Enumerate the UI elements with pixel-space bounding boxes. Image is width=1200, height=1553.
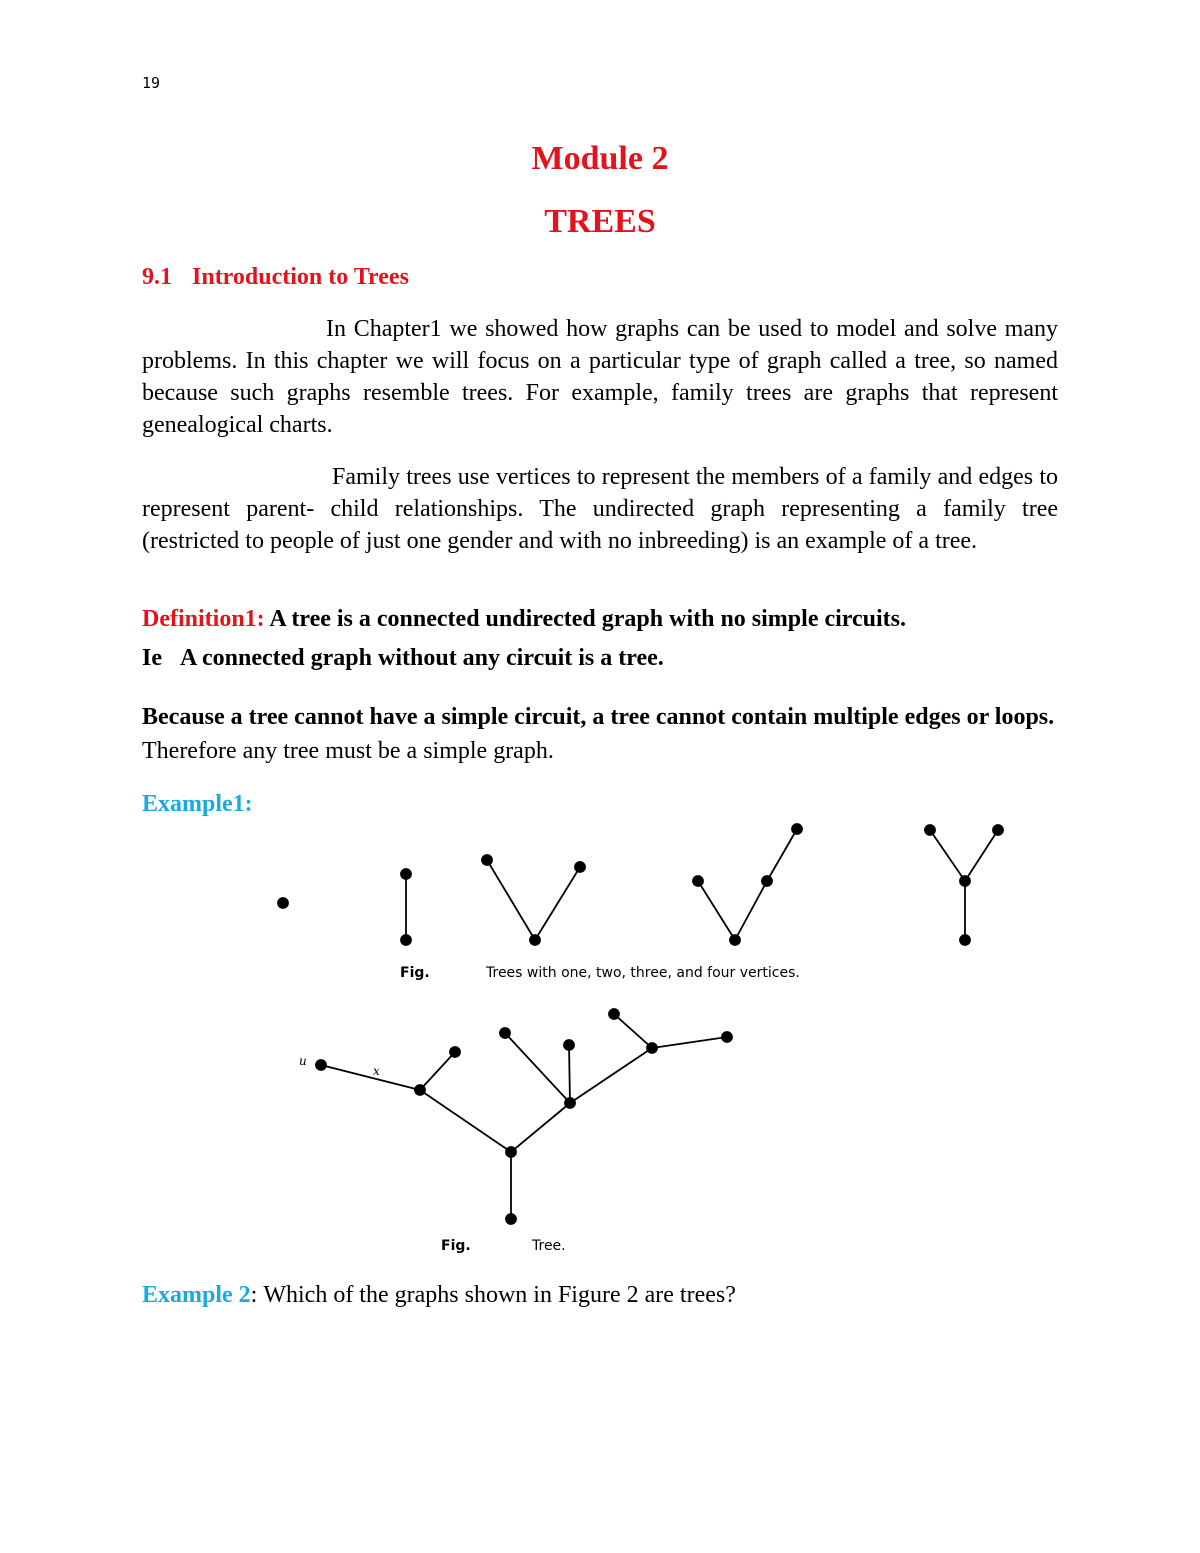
- definition-label: Definition1:: [142, 606, 265, 632]
- fig2-vertex: [500, 1028, 510, 1038]
- fig2-vertex: [564, 1040, 574, 1050]
- fig2-edge: [505, 1033, 570, 1103]
- fig1-tree3-edge: [535, 867, 580, 940]
- fig1-tree4a-vertex: [792, 824, 802, 834]
- fig2-edge: [614, 1014, 652, 1048]
- definition-text: A tree is a connected undirected graph with no simple circuits.: [269, 606, 907, 632]
- intro-paragraph: In Chapter1 we showed how graphs can be used to model and solve many problems. In this chapter we will focus on a particular type of graph called a tree, so named because such graphs resemble trees. For example, family trees are graphs that represent genealogical charts.: [142, 316, 1058, 438]
- fig1-tree4a-vertex: [693, 876, 703, 886]
- fig1-tree2-vertex: [401, 869, 411, 879]
- fig2-edge: [321, 1065, 420, 1090]
- fig1-tree4a-edge: [767, 829, 797, 881]
- fig1-caption: Trees with one, two, three, and four vertices.: [486, 965, 800, 981]
- because-normal-text: Therefore any tree must be a simple graph.: [142, 738, 554, 764]
- fig1-tree4b-vertex: [960, 935, 970, 945]
- fig2-label: Fig.: [441, 1238, 471, 1254]
- because-bold-text: Because a tree cannot have a simple circuit, a tree cannot contain multiple edges or loops.: [142, 704, 1055, 730]
- fig1-tree4b-vertex: [925, 825, 935, 835]
- fig1-tree4b-edge: [965, 830, 998, 881]
- fig1-tree3-vertex: [530, 935, 540, 945]
- fig2-caption: Tree.: [532, 1238, 566, 1254]
- fig2-vertex: [647, 1043, 657, 1053]
- fig2-vertex: [506, 1147, 516, 1157]
- example2-question: Which of the graphs shown in Figure 2 are trees?: [263, 1282, 736, 1308]
- figure1-trees: [278, 824, 1003, 945]
- fig2-vertex: [722, 1032, 732, 1042]
- fig1-tree2-vertex: [401, 935, 411, 945]
- fig1-tree4a-edge: [698, 881, 735, 940]
- fig2-edge: [420, 1090, 511, 1152]
- fig2-vertex: [609, 1009, 619, 1019]
- example2: [142, 1282, 736, 1309]
- fig2-vertex: [565, 1098, 575, 1108]
- fig2-edge: [652, 1037, 727, 1048]
- fig1-tree3-edge: [487, 860, 535, 940]
- chapter-title: TREES: [544, 203, 656, 240]
- page-number: 19: [142, 74, 161, 92]
- fig1-tree4a-vertex: [762, 876, 772, 886]
- fig2-edge: [420, 1052, 455, 1090]
- fig2-vertex: [415, 1085, 425, 1095]
- figure2-tree: [316, 1009, 732, 1224]
- family-tree-paragraph: Family trees use vertices to represent the members of a family and edges to represent parent- child relationships. The undirected graph representing a family tree (restricted to people of just one gender and with no inbreeding) is an example of a tree.: [142, 464, 1058, 554]
- fig1-tree4b-edge: [930, 830, 965, 881]
- section-number: 9.1: [142, 264, 172, 290]
- fig1-tree4b-vertex: [960, 876, 970, 886]
- fig2-vertex: [450, 1047, 460, 1057]
- fig2-edge: [569, 1045, 570, 1103]
- fig2-vertex: [506, 1214, 516, 1224]
- fig1-tree4a-edge: [735, 881, 767, 940]
- fig1-tree1-vertex: [278, 898, 288, 908]
- section-title: Introduction to Trees: [192, 264, 409, 290]
- fig2-vertex-u: [316, 1060, 326, 1070]
- fig1-label: Fig.: [400, 965, 430, 981]
- ie-text: A connected graph without any circuit is a tree.: [180, 645, 664, 671]
- fig2-edge: [511, 1103, 570, 1152]
- fig1-tree4b-vertex: [993, 825, 1003, 835]
- module-title: Module 2: [531, 140, 669, 177]
- ie-label: Ie: [142, 645, 162, 671]
- example1-label: Example1:: [142, 791, 253, 817]
- fig2-edge: [570, 1048, 652, 1103]
- fig1-tree4a-vertex: [730, 935, 740, 945]
- example2-colon: :: [250, 1282, 258, 1308]
- example2-label: Example 2: [142, 1282, 251, 1308]
- fig2-vertex-label-u: u: [299, 1054, 307, 1068]
- fig1-tree3-vertex: [482, 855, 492, 865]
- fig2-vertex-label-x: x: [373, 1064, 380, 1078]
- fig1-tree3-vertex: [575, 862, 585, 872]
